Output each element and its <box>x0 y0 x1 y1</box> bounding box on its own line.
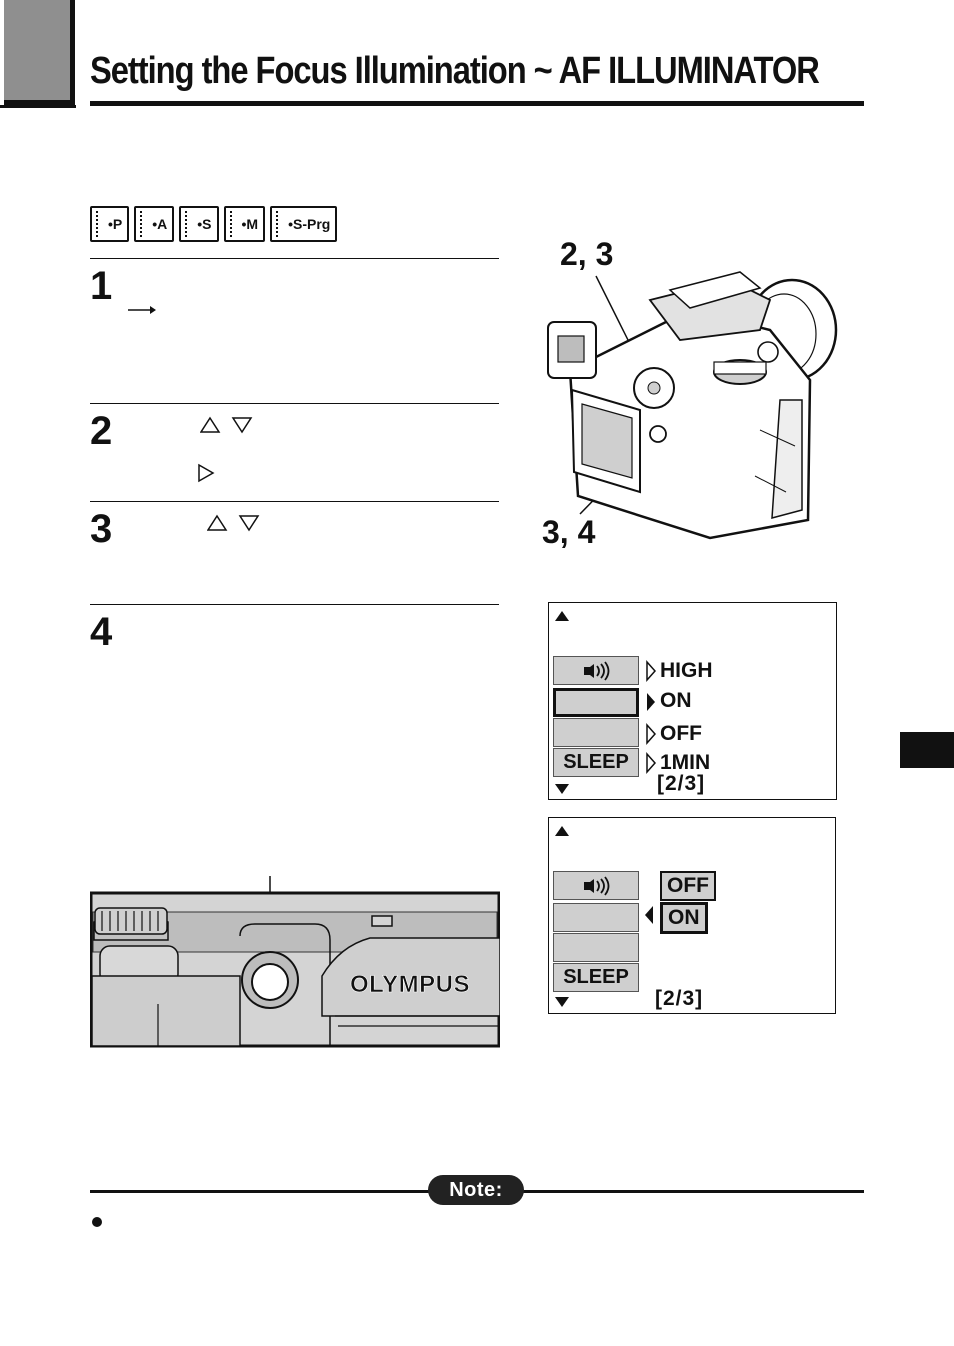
callout-label-lower: 3, 4 <box>542 514 596 550</box>
note-label: Note: <box>428 1175 524 1205</box>
menu-cell-af-illuminator[interactable] <box>553 903 639 932</box>
scroll-down-icon <box>554 996 570 1008</box>
step-number-3: 3 <box>90 507 113 551</box>
menu-cell-sound[interactable] <box>553 871 639 900</box>
camera-brand-logo: OLYMPUS <box>350 971 470 998</box>
menu-page-indicator: [2/3] <box>657 772 706 795</box>
menu-cell-af-illuminator[interactable] <box>553 688 639 717</box>
arrow-filled-icon <box>645 691 657 713</box>
right-arrow-icon <box>197 463 215 483</box>
scroll-up-icon <box>554 825 570 837</box>
menu-option-off[interactable]: OFF <box>660 722 702 745</box>
title-underline <box>90 101 864 106</box>
step-number-2: 2 <box>90 409 113 453</box>
camera-back-illustration <box>540 270 840 542</box>
speaker-icon <box>581 876 611 896</box>
step-divider <box>90 258 499 259</box>
menu-option-high[interactable]: HIGH <box>660 659 713 682</box>
mode-badge-a: •A <box>134 206 174 242</box>
step-divider <box>90 403 499 404</box>
scroll-up-icon <box>554 610 570 622</box>
callout-label-upper: 2, 3 <box>560 236 614 272</box>
mode-badge-m: •M <box>224 206 266 242</box>
step-number-1: 1 <box>90 264 113 308</box>
arrow-outline-icon <box>645 752 657 774</box>
right-arrow-icon <box>128 304 156 316</box>
arrow-left-filled-icon <box>643 904 655 926</box>
arrow-outline-icon <box>645 660 657 682</box>
menu-cell-sound[interactable] <box>553 656 639 685</box>
mode-badge-s-prg: •S-Prg <box>270 206 337 242</box>
camera-front-illustration <box>90 876 500 1048</box>
speaker-icon <box>581 661 611 681</box>
menu-cell-blank[interactable] <box>553 933 639 962</box>
lcd-menu-panel-after <box>548 817 836 1014</box>
step-number-4: 4 <box>90 610 113 654</box>
submenu-option-on[interactable]: ON <box>660 902 708 934</box>
mode-badge-s: •S <box>179 206 218 242</box>
menu-cell-blank[interactable] <box>553 718 639 747</box>
step-divider <box>90 501 499 502</box>
shooting-mode-badges <box>90 206 337 242</box>
scroll-down-icon <box>554 783 570 795</box>
menu-cell-sleep[interactable]: SLEEP <box>553 748 639 777</box>
chapter-corner-tab <box>4 0 75 105</box>
menu-page-indicator: [2/3] <box>655 987 704 1010</box>
mode-badge-p: •P <box>90 206 129 242</box>
arrow-outline-icon <box>645 723 657 745</box>
step-divider <box>90 604 499 605</box>
page-title: Setting the Focus Illumination ~ AF ILLUMINATOR <box>90 50 819 92</box>
menu-cell-sleep[interactable]: SLEEP <box>553 963 639 992</box>
note-bullet <box>92 1217 102 1227</box>
menu-option-on[interactable]: ON <box>660 689 692 712</box>
corner-divider <box>0 105 76 108</box>
up-down-arrow-icons <box>207 514 267 532</box>
up-down-arrow-icons <box>200 416 260 434</box>
chapter-side-tab <box>900 732 954 768</box>
lcd-menu-panel-before <box>548 602 837 800</box>
menu-option-1min[interactable]: 1MIN <box>660 751 711 774</box>
submenu-option-off[interactable]: OFF <box>660 871 716 901</box>
